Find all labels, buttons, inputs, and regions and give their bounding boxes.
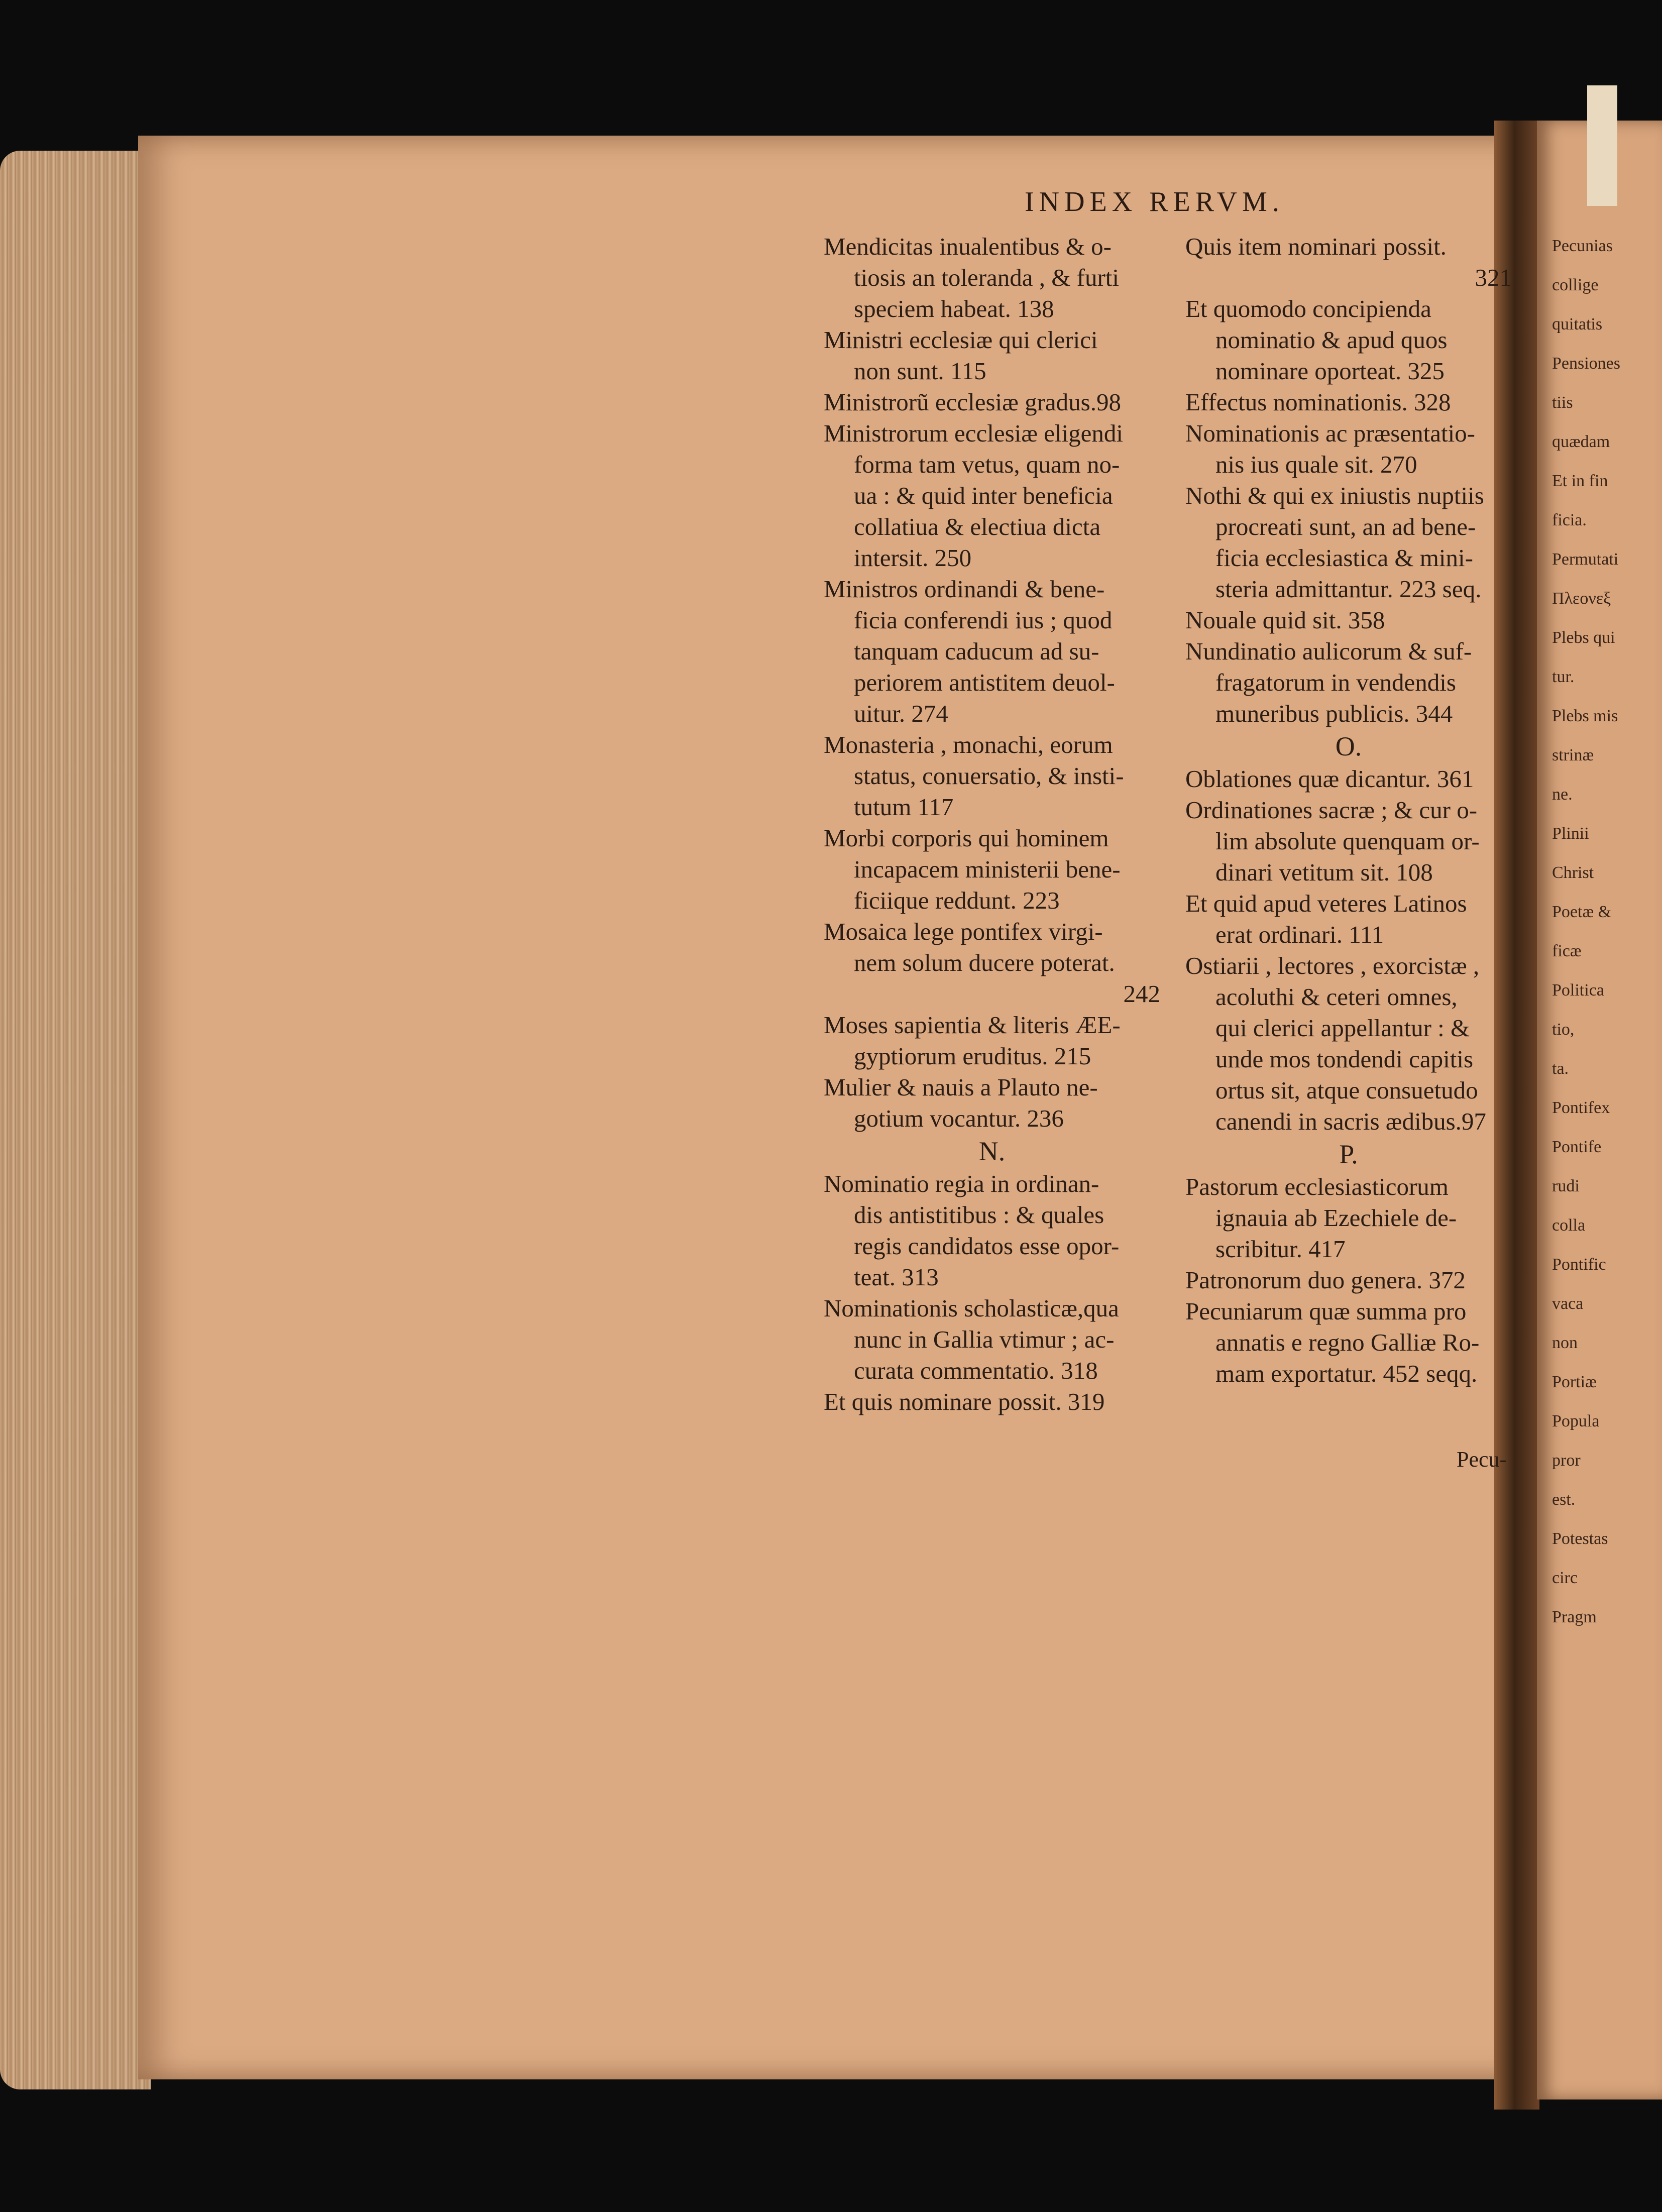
facing-page-fragment: ne. [1552,785,1573,804]
entry-line: Ministri ecclesiæ qui clerici [824,326,1098,354]
entry-line: Oblationes quæ dicantur. 361 [1185,765,1474,793]
facing-page-fragment: quitatis [1552,315,1603,334]
facing-page-fragment: Pontifex [1552,1098,1610,1117]
facing-page-fragment: Politica [1552,981,1604,1000]
entry-line: 242 [1123,980,1160,1008]
index-entry [824,1072,1160,1134]
entry-line: intersit. 250 [854,544,972,572]
facing-page-edge [1537,121,1662,2099]
entry-line: dinari vetitum sit. 108 [1215,858,1433,886]
entry-line: ficia ecclesiastica & mini- [1215,544,1473,572]
entry-line: ua : & quid inter beneficia [854,482,1113,509]
facing-page-fragment: tio, [1552,1020,1575,1039]
index-entry [824,1293,1160,1386]
entry-line: gotium vocantur. 236 [854,1104,1064,1132]
index-entry [1185,231,1512,293]
entry-line: periorem antistitem deuol- [854,669,1115,696]
entry-line: fragatorum in vendendis [1215,669,1456,696]
entry-line: canendi in sacris ædibus.97 [1215,1108,1486,1135]
entry-line: forma tam vetus, quam no- [854,451,1120,478]
facing-page-fragment: Plinii [1552,824,1589,843]
entry-line: ficia conferendi ius ; quod [854,606,1113,634]
facing-page-fragment: strinæ [1552,746,1594,764]
entry-line: Et quomodo concipienda [1185,295,1431,322]
entry-line: ficiique reddunt. 223 [854,887,1060,914]
entry-line: Pastorum ecclesiasticorum [1185,1173,1449,1200]
entry-line: nominatio & apud quos [1215,326,1448,354]
entry-line: acoluthi & ceteri omnes, [1215,983,1458,1011]
entry-line: tutum 117 [854,793,954,821]
entry-line: Ministrorum ecclesiæ eligendi [824,419,1124,447]
facing-page-fragment: pror [1552,1451,1581,1470]
facing-page-fragment: Portiæ [1552,1373,1597,1391]
index-entry [824,1168,1160,1293]
entry-line: tiosis an toleranda , & furti [854,264,1119,291]
index-entry [1185,888,1512,950]
entry-line: curata commentatio. 318 [854,1357,1098,1384]
entry-line: ortus sit, atque consuetudo [1215,1076,1478,1104]
entry-line: dis antistitibus : & quales [854,1201,1104,1229]
facing-page-fragment: circ [1552,1569,1578,1587]
facing-page-fragment: ficia. [1552,511,1587,529]
entry-line: erat ordinari. 111 [1215,921,1384,948]
facing-page-fragment: quædam [1552,432,1610,451]
entry-line: Et quid apud veteres Latinos [1185,890,1467,917]
index-entry [1185,387,1512,418]
entry-line: Ministrorũ ecclesiæ gradus.98 [824,388,1121,416]
entry-line: Nominatio regia in ordinan- [824,1170,1099,1197]
entry-line: Ministros ordinandi & bene- [824,575,1105,603]
entry-line: procreati sunt, an ad bene- [1215,513,1476,540]
entry-line: Nouale quid sit. 358 [1185,606,1385,634]
entry-line: Nothi & qui ex iniustis nuptiis [1185,482,1484,509]
entry-line: gyptiorum eruditus. 215 [854,1042,1091,1070]
facing-page-fragment: Et in fin [1552,472,1608,490]
entry-line: steria admittantur. 223 seq. [1215,575,1482,603]
facing-page-fragment: Pensiones [1552,354,1620,373]
entry-line: non sunt. 115 [854,357,986,385]
index-entry [824,916,1160,1010]
book-fore-edge [0,151,151,2089]
entry-line: Monasteria , monachi, eorum [824,731,1113,758]
facing-page-fragment: Πλεονεξ [1552,589,1611,608]
index-entry [824,387,1160,418]
catchword: Pecu- [1457,1447,1507,1472]
entry-line: teat. 313 [854,1263,939,1291]
entry-line: uitur. 274 [854,700,948,727]
entry-line: speciem habeat. 138 [854,295,1054,322]
facing-page-fragment: non [1552,1334,1578,1352]
index-entry [1185,1265,1512,1296]
entry-line: Effectus nominationis. 328 [1185,388,1451,416]
facing-page-fragment: Permutati [1552,550,1619,569]
entry-line: unde mos tondendi capitis [1215,1045,1474,1073]
facing-page-fragment: collige [1552,276,1599,294]
facing-page-fragment: tiis [1552,393,1573,412]
entry-line: Pecuniarum quæ summa pro [1185,1297,1467,1325]
entry-line: collatiua & electiua dicta [854,513,1101,540]
entry-line: annatis e regno Galliæ Ro- [1215,1329,1480,1356]
facing-page-fragment: Poetæ & [1552,903,1612,921]
facing-page-fragment: Pecunias [1552,237,1613,255]
facing-page-fragment: Pontife [1552,1138,1602,1156]
index-entry [824,1386,1160,1417]
entry-line: Ordinationes sacræ ; & cur o- [1185,796,1478,824]
entry-line: nem solum ducere poterat. [854,949,1115,976]
entry-line: mam exportatur. 452 seqq. [1215,1360,1478,1387]
facing-page-fragment: Plebs mis [1552,707,1618,725]
page-marker-tab [1587,85,1617,206]
index-entry [1185,636,1512,729]
facing-page-fragment: Christ [1552,863,1594,882]
entry-line: nis ius quale sit. 270 [1215,451,1417,478]
index-column-left [824,231,1160,1417]
entry-line: Morbi corporis qui hominem [824,824,1109,852]
entry-line: nominare oporteat. 325 [1215,357,1445,385]
index-entry [824,823,1160,916]
entry-line: ignauia ab Ezechiele de- [1215,1204,1457,1232]
entry-line: qui clerici appellantur : & [1215,1014,1470,1042]
index-entry [824,1010,1160,1072]
index-entry [824,729,1160,823]
facing-page-fragment: Pontific [1552,1255,1606,1274]
entry-line: muneribus publicis. 344 [1215,700,1453,727]
index-entry [824,324,1160,387]
entry-line: Et quis nominare possit. 319 [824,1388,1105,1415]
entry-line: Mosaica lege pontifex virgi- [824,918,1103,945]
facing-page-fragment: rudi [1552,1177,1580,1195]
entry-line: Nundinatio aulicorum & suf- [1185,637,1472,665]
entry-line: regis candidatos esse opor- [854,1232,1120,1260]
index-entry [1185,480,1512,605]
facing-page-fragment: colla [1552,1216,1586,1235]
index-entry [824,418,1160,574]
index-entry [1185,605,1512,636]
index-column-right [1185,231,1512,1389]
facing-page-fragment: tur. [1552,668,1575,686]
entry-line: tanquam caducum ad su- [854,637,1099,665]
section-letter: O. [1335,731,1362,761]
index-entry [824,574,1160,729]
entry-line: Mendicitas inualentibus & o- [824,233,1112,260]
index-entry [1185,418,1512,480]
entry-line: Ostiarii , lectores , exorcistæ , [1185,952,1480,979]
facing-page-fragment: ficæ [1552,942,1582,960]
entry-line: status, conuersatio, & insti- [854,762,1124,790]
entry-line: Mulier & nauis a Plauto ne- [824,1073,1098,1101]
facing-page-fragment: Pragm [1552,1608,1597,1626]
entry-line: Quis item nominari possit. [1185,233,1447,260]
entry-line: Patronorum duo genera. 372 [1185,1266,1466,1294]
index-entry [1185,1296,1512,1389]
index-entry [1185,293,1512,387]
entry-line: Nominationis ac præsentatio- [1185,419,1475,447]
index-entry [1185,950,1512,1137]
page-header: INDEX RERVM. [1025,186,1284,217]
index-entry [1185,795,1512,888]
facing-page-fragment: ta. [1552,1059,1569,1078]
entry-line: Nominationis scholasticæ,qua [824,1294,1119,1322]
entry-line: nunc in Gallia vtimur ; ac- [854,1325,1115,1353]
entry-line: scribitur. 417 [1215,1235,1346,1263]
facing-page-fragment: Potestas [1552,1529,1608,1548]
facing-page-fragment: est. [1552,1490,1576,1509]
entry-line: incapacem ministerii bene- [854,855,1121,883]
facing-page-fragment: Plebs qui [1552,628,1615,647]
entry-line: 321 [1475,264,1512,291]
entry-line: Moses sapientia & literis ÆE- [824,1011,1121,1039]
entry-line: lim absolute quenquam or- [1215,827,1480,855]
facing-page-fragment: vaca [1552,1294,1584,1313]
index-entry [1185,1171,1512,1265]
index-entry [1185,763,1512,795]
index-entry [824,231,1160,324]
section-letter: N. [978,1136,1006,1166]
facing-page-fragment: Popula [1552,1412,1600,1430]
section-letter: P. [1339,1139,1358,1169]
